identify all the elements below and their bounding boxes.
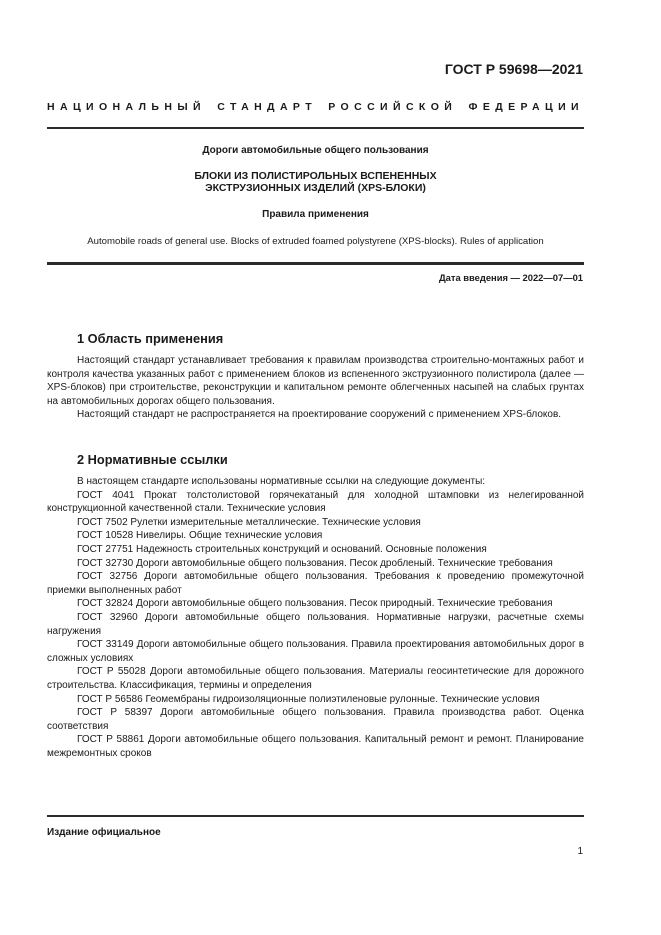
reference-item: ГОСТ Р 58397 Дороги автомобильные общего пользования. Правила производства работ. Оценка соответствия — [47, 707, 584, 732]
section-1-body — [47, 354, 584, 422]
reference-item: ГОСТ 32824 Дороги автомобильные общего пользования. Песок природный. Технические требования — [77, 598, 553, 610]
reference-item: ГОСТ 4041 Прокат толстолистовой горячекатаный для холодной штамповки из нелегированной конструкционной качественной стали. Технические условия — [47, 489, 584, 515]
reference-item: ГОСТ Р 55028 Дороги автомобильные общего пользования. Материалы геосинтетические для дорожного строительства. Классификация, термины и определения — [47, 666, 584, 691]
section-2-body — [47, 475, 584, 760]
reference-item: ГОСТ 32960 Дороги автомобильные общего пользования. Нормативные нагрузки, расчетные схемы нагружения — [47, 611, 584, 637]
document-title-line-2: ЭКСТРУЗИОННЫХ ИЗДЕЛИЙ (XPS-БЛОКИ) — [205, 182, 426, 194]
section-1-heading: 1 Область применения — [77, 331, 224, 346]
reference-item: ГОСТ Р 56586 Геомембраны гидроизоляционные полиэтиленовые рулонные. Технические условия — [77, 693, 540, 705]
document-title-line-1: БЛОКИ ИЗ ПОЛИСТИРОЛЬНЫХ ВСПЕНЕННЫХ — [194, 170, 437, 182]
footer-divider — [47, 815, 584, 817]
english-title: Automobile roads of general use. Blocks of extruded foamed polystyrene (XPS-blocks). Rules of application — [87, 236, 544, 247]
document-title — [47, 170, 584, 194]
reference-item: ГОСТ 32730 Дороги автомобильные общего пользования. Песок дробленый. Технические требования — [77, 557, 553, 569]
page-number: 1 — [577, 846, 583, 857]
title-subtitle-bottom: Правила применения — [262, 209, 369, 220]
reference-item: ГОСТ 33149 Дороги автомобильные общего пользования. Правила проектирования автомобильных дорог в сложных условиях — [47, 639, 584, 664]
paragraph: Настоящий стандарт не распространяется на проектирование сооружений с применением XPS-блоков. — [77, 409, 562, 421]
reference-item: ГОСТ 7502 Рулетки измерительные металлические. Технические условия — [77, 516, 421, 528]
reference-item: ГОСТ 32756 Дороги автомобильные общего пользования. Требования к проведению промежуточной приемки выполненных работ — [47, 571, 584, 596]
edition-label: Издание официальное — [47, 827, 161, 838]
intro-date: Дата введения — 2022—07—01 — [438, 272, 583, 283]
reference-item: ГОСТ Р 58861 Дороги автомобильные общего пользования. Капитальный ремонт и ремонт. Планирование межремонтных сроков — [47, 734, 584, 759]
section-2-heading: 2 Нормативные ссылки — [77, 452, 228, 467]
reference-item: ГОСТ 27751 Надежность строительных конструкций и оснований. Основные положения — [77, 543, 487, 555]
title-subtitle-top: Дороги автомобильные общего пользования — [202, 145, 429, 156]
document-number: ГОСТ Р 59698—2021 — [444, 61, 583, 77]
reference-item: ГОСТ 10528 Нивелиры. Общие технические условия — [77, 530, 323, 542]
title-divider — [47, 262, 584, 265]
top-divider — [47, 127, 584, 129]
paragraph: В настоящем стандарте использованы нормативные ссылки на следующие документы: — [77, 476, 486, 487]
national-standard-banner: НАЦИОНАЛЬНЫЙ СТАНДАРТ РОССИЙСКОЙ ФЕДЕРАЦИИ — [47, 101, 584, 113]
paragraph: Настоящий стандарт устанавливает требования к правилам производства строительно-монтажных работ и контроля качества указанных работ с применением блоков из вспененного экструзионного полистирола (далее — XPS-блоков) при строительстве, реконструкции и капитальном ремонте облегченных насыпей на слабых грунтах на автомобильных дорогах общего пользования. — [47, 355, 584, 407]
